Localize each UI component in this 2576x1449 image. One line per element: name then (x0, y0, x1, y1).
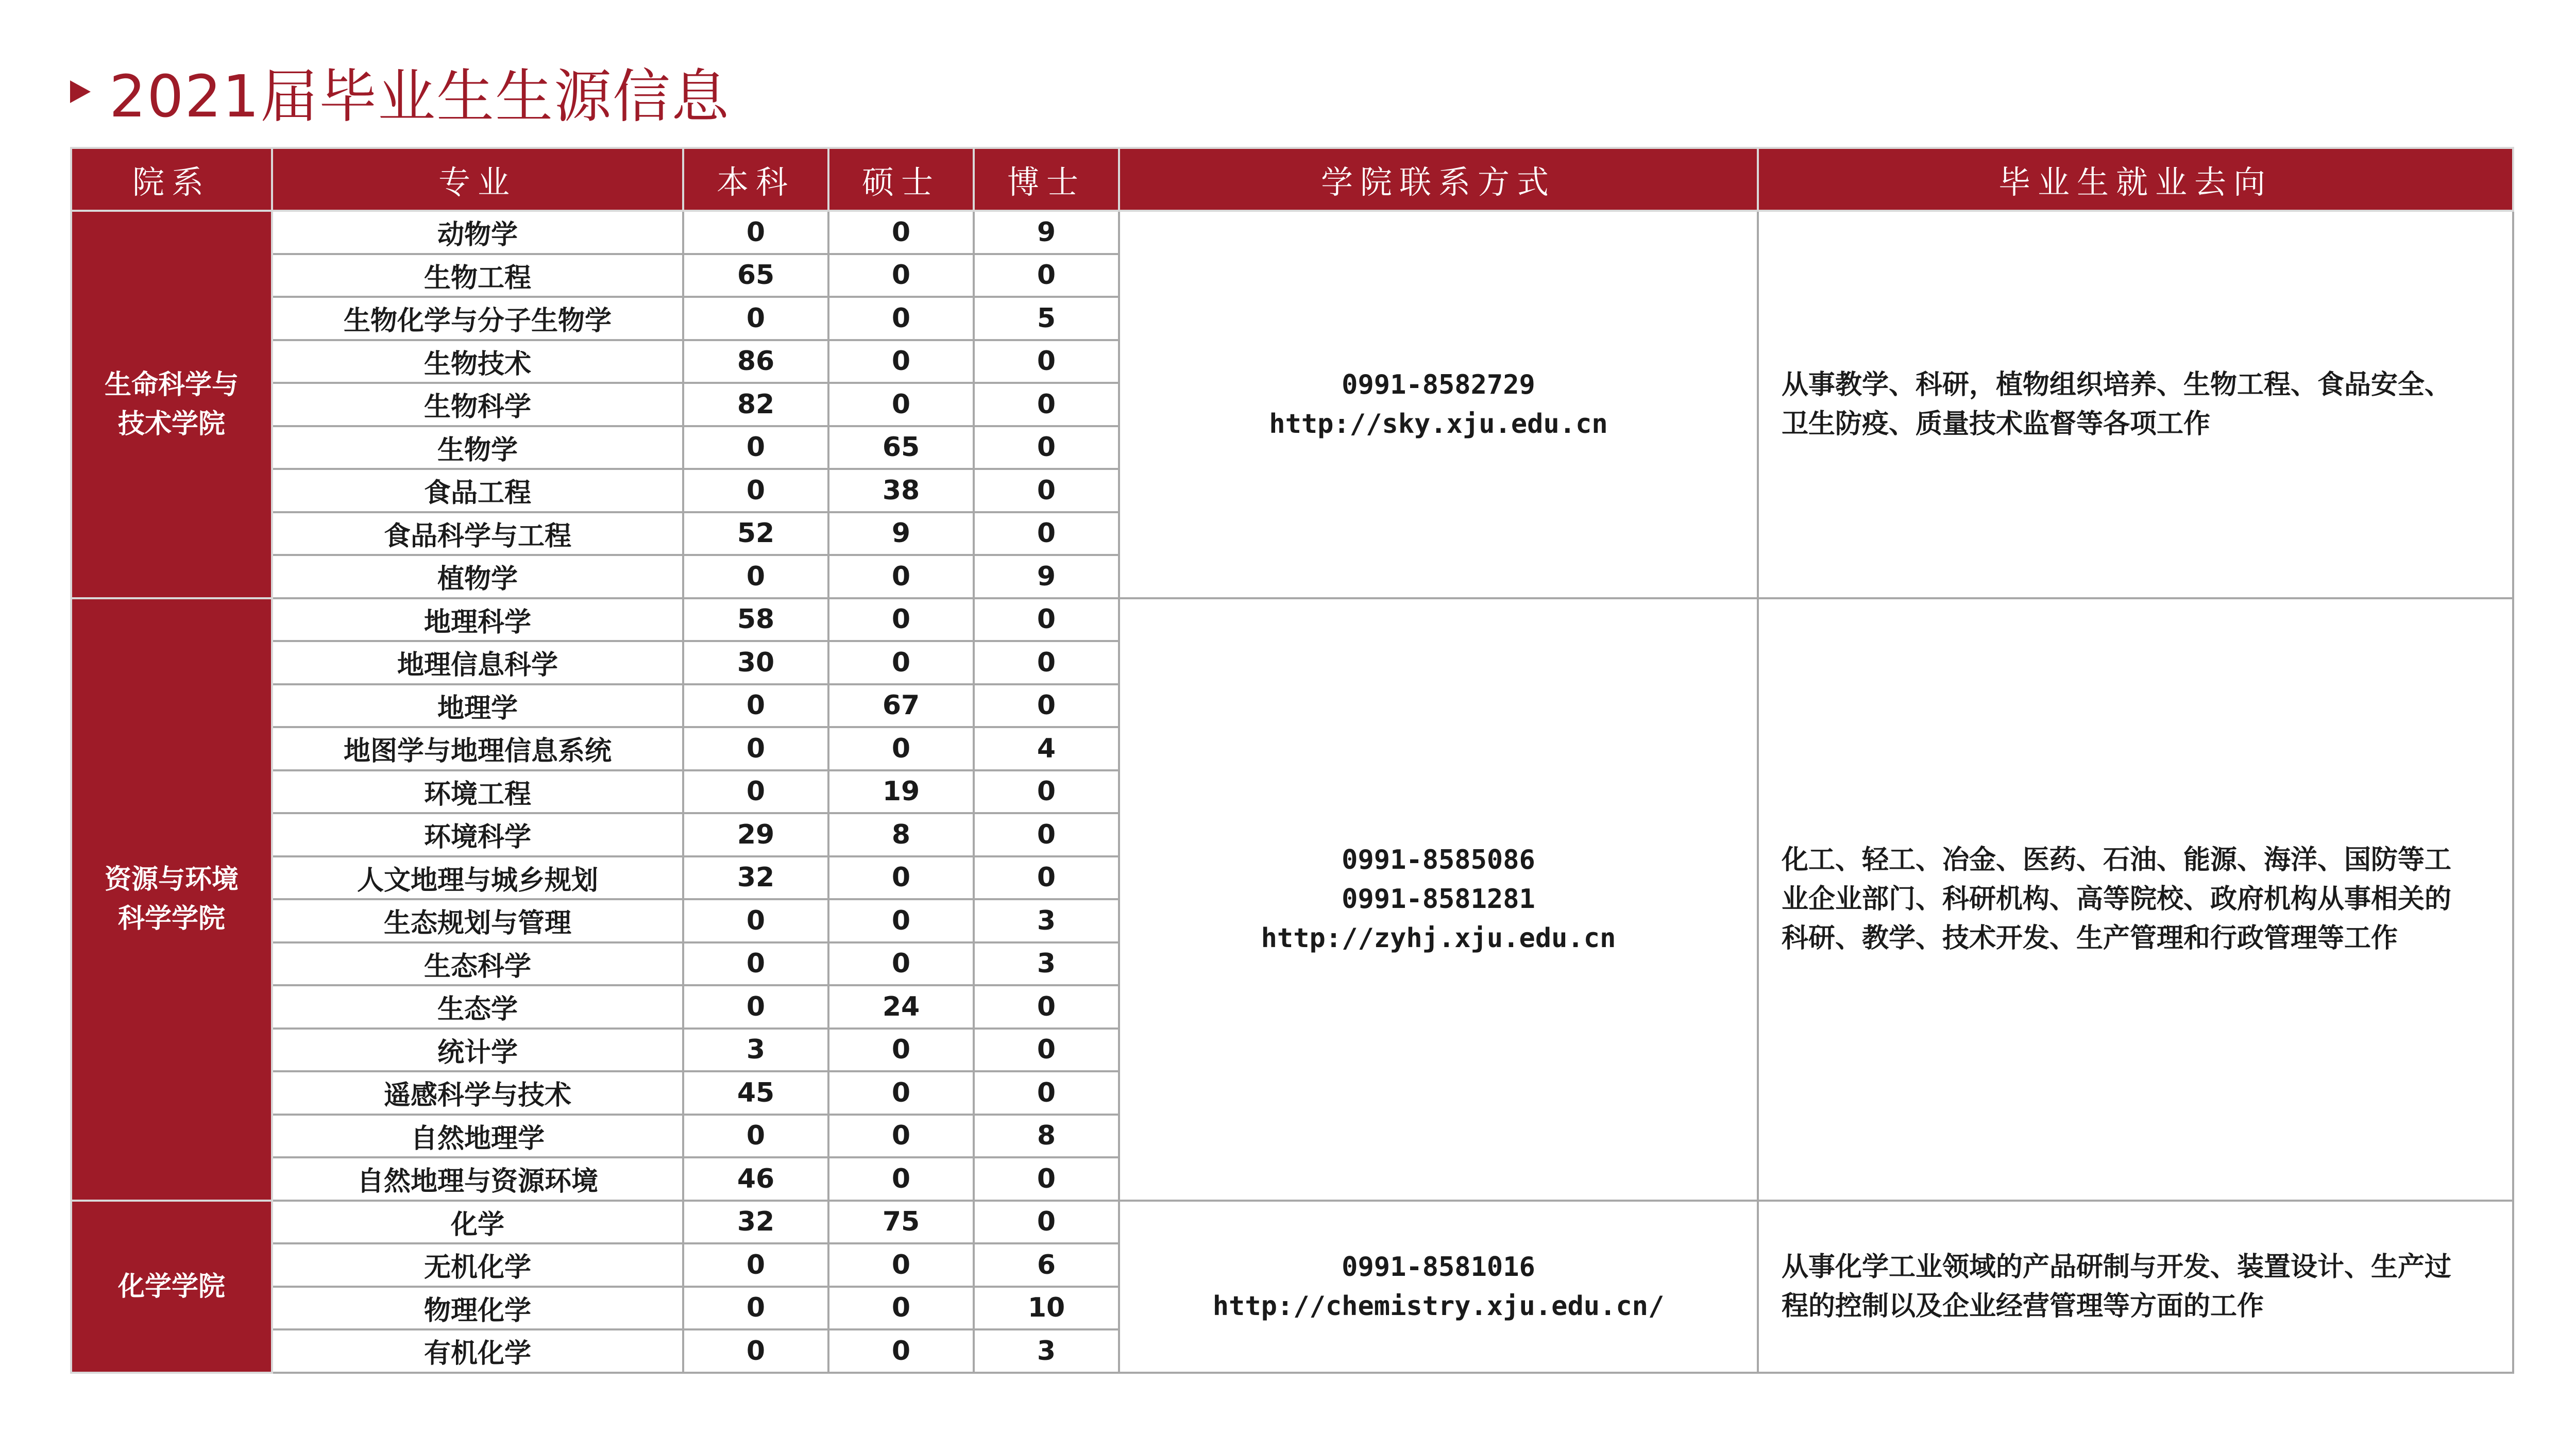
bachelor-count-cell: 65 (683, 254, 828, 297)
bachelor-count-cell: 0 (683, 469, 828, 512)
major-cell: 动物学 (272, 211, 683, 254)
master-count-cell: 0 (828, 254, 974, 297)
major-cell: 生物科学 (272, 383, 683, 426)
bachelor-count-cell: 32 (683, 1201, 828, 1244)
bachelor-count-cell: 0 (683, 1243, 828, 1287)
master-count-cell: 0 (828, 297, 974, 340)
master-count-cell: 0 (828, 899, 974, 942)
table-row (71, 598, 2513, 642)
master-count-cell: 0 (828, 211, 974, 254)
major-cell: 自然地理与资源环境 (272, 1157, 683, 1201)
contact-line: http://sky.xju.edu.cn (1269, 408, 1608, 440)
graduate-source-table (70, 147, 2514, 1374)
doctor-count-cell: 9 (974, 211, 1119, 254)
doctor-count-cell: 3 (974, 942, 1119, 986)
bachelor-count-cell: 0 (683, 211, 828, 254)
header-bachelor: 本科 (683, 148, 828, 211)
bachelor-count-cell: 0 (683, 684, 828, 728)
major-cell: 生物化学与分子生物学 (272, 297, 683, 340)
doctor-count-cell: 0 (974, 684, 1119, 728)
doctor-count-cell: 8 (974, 1115, 1119, 1158)
major-cell: 食品科学与工程 (272, 512, 683, 555)
major-cell: 遥感科学与技术 (272, 1071, 683, 1115)
master-count-cell: 67 (828, 684, 974, 728)
doctor-count-cell: 0 (974, 1157, 1119, 1201)
contact-cell (1119, 1201, 1758, 1373)
bachelor-count-cell: 0 (683, 1115, 828, 1158)
major-cell: 化学 (272, 1201, 683, 1244)
master-count-cell: 0 (828, 1329, 974, 1373)
bachelor-count-cell: 0 (683, 942, 828, 986)
major-cell: 地图学与地理信息系统 (272, 727, 683, 770)
doctor-count-cell: 0 (974, 598, 1119, 642)
employment-outlook-cell (1758, 598, 2513, 1201)
employment-outlook-cell (1758, 211, 2513, 598)
bachelor-count-cell: 46 (683, 1157, 828, 1201)
header-doctor: 博士 (974, 148, 1119, 211)
master-count-cell: 8 (828, 813, 974, 856)
major-cell: 生物学 (272, 426, 683, 469)
major-cell: 生态规划与管理 (272, 899, 683, 942)
bachelor-count-cell: 52 (683, 512, 828, 555)
major-cell: 地理信息科学 (272, 641, 683, 684)
doctor-count-cell: 0 (974, 383, 1119, 426)
header-outlook: 毕业生就业去向 (1758, 148, 2513, 211)
master-count-cell: 0 (828, 383, 974, 426)
outlook-line: 化工、轻工、冶金、医药、石油、能源、海洋、国防等工 (1782, 845, 2452, 875)
major-cell: 生物技术 (272, 340, 683, 383)
college-name-line: 化学学院 (117, 1271, 225, 1302)
outlook-line: 科研、教学、技术开发、生产管理和行政管理等工作 (1782, 923, 2398, 954)
bachelor-count-cell: 0 (683, 899, 828, 942)
major-cell: 自然地理学 (272, 1115, 683, 1158)
master-count-cell: 19 (828, 770, 974, 814)
contact-line: http://zyhj.xju.edu.cn (1261, 923, 1616, 954)
header-contact: 学院联系方式 (1119, 148, 1758, 211)
major-cell: 人文地理与城乡规划 (272, 856, 683, 900)
master-count-cell: 0 (828, 1115, 974, 1158)
doctor-count-cell: 9 (974, 555, 1119, 598)
doctor-count-cell: 3 (974, 1329, 1119, 1373)
doctor-count-cell: 4 (974, 727, 1119, 770)
master-count-cell: 9 (828, 512, 974, 555)
major-cell: 地理学 (272, 684, 683, 728)
bachelor-count-cell: 3 (683, 1029, 828, 1072)
bachelor-count-cell: 0 (683, 426, 828, 469)
master-count-cell: 0 (828, 1287, 974, 1330)
doctor-count-cell: 0 (974, 1201, 1119, 1244)
doctor-count-cell: 3 (974, 899, 1119, 942)
major-cell: 生态学 (272, 985, 683, 1029)
master-count-cell: 0 (828, 1071, 974, 1115)
outlook-line: 业企业部门、科研机构、高等院校、政府机构从事相关的 (1782, 884, 2452, 915)
contact-line: 0991-8581016 (1342, 1251, 1535, 1283)
doctor-count-cell: 0 (974, 254, 1119, 297)
page-title: 2021届毕业生生源信息 (109, 63, 731, 130)
college-name-line: 生命科学与 (104, 369, 239, 400)
master-count-cell: 24 (828, 985, 974, 1029)
doctor-count-cell: 10 (974, 1287, 1119, 1330)
table-row (71, 211, 2513, 254)
doctor-count-cell: 0 (974, 641, 1119, 684)
contact-cell (1119, 211, 1758, 598)
bachelor-count-cell: 0 (683, 1287, 828, 1330)
outlook-line: 程的控制以及企业经营管理等方面的工作 (1782, 1290, 2264, 1322)
bachelor-count-cell: 45 (683, 1071, 828, 1115)
college-cell (71, 598, 272, 1201)
header-master: 硕士 (828, 148, 974, 211)
major-cell: 生物工程 (272, 254, 683, 297)
major-cell: 有机化学 (272, 1329, 683, 1373)
master-count-cell: 38 (828, 469, 974, 512)
doctor-count-cell: 0 (974, 1029, 1119, 1072)
outlook-line: 卫生防疫、质量技术监督等各项工作 (1782, 408, 2211, 440)
major-cell: 地理科学 (272, 598, 683, 642)
major-cell: 环境工程 (272, 770, 683, 814)
page-title-row (70, 61, 731, 130)
college-cell (71, 211, 272, 598)
doctor-count-cell: 0 (974, 512, 1119, 555)
bachelor-count-cell: 32 (683, 856, 828, 900)
major-cell: 食品工程 (272, 469, 683, 512)
doctor-count-cell: 6 (974, 1243, 1119, 1287)
contact-line: 0991-8581281 (1342, 884, 1535, 915)
major-cell: 植物学 (272, 555, 683, 598)
doctor-count-cell: 5 (974, 297, 1119, 340)
header-college: 院系 (71, 148, 272, 211)
doctor-count-cell: 0 (974, 985, 1119, 1029)
contact-line: 0991-8582729 (1342, 369, 1535, 400)
college-name-line: 科学学院 (117, 903, 225, 934)
master-count-cell: 65 (828, 426, 974, 469)
college-name-line: 资源与环境 (104, 864, 239, 895)
master-count-cell: 0 (828, 856, 974, 900)
doctor-count-cell: 0 (974, 770, 1119, 814)
doctor-count-cell: 0 (974, 1071, 1119, 1115)
bachelor-count-cell: 30 (683, 641, 828, 684)
doctor-count-cell: 0 (974, 469, 1119, 512)
outlook-line: 从事化学工业领域的产品研制与开发、装置设计、生产过 (1782, 1251, 2452, 1283)
bachelor-count-cell: 0 (683, 770, 828, 814)
master-count-cell: 0 (828, 1243, 974, 1287)
contact-cell (1119, 598, 1758, 1201)
master-count-cell: 0 (828, 942, 974, 986)
major-cell: 统计学 (272, 1029, 683, 1072)
header-major: 专业 (272, 148, 683, 211)
master-count-cell: 75 (828, 1201, 974, 1244)
master-count-cell: 0 (828, 598, 974, 642)
major-cell: 无机化学 (272, 1243, 683, 1287)
bachelor-count-cell: 82 (683, 383, 828, 426)
play-arrow-icon (70, 80, 91, 103)
doctor-count-cell: 0 (974, 426, 1119, 469)
employment-outlook-cell (1758, 1201, 2513, 1373)
contact-line: http://chemistry.xju.edu.cn/ (1212, 1290, 1665, 1322)
doctor-count-cell: 0 (974, 813, 1119, 856)
master-count-cell: 0 (828, 1029, 974, 1072)
bachelor-count-cell: 58 (683, 598, 828, 642)
master-count-cell: 0 (828, 555, 974, 598)
outlook-line: 从事教学、科研，植物组织培养、生物工程、食品安全、 (1782, 369, 2452, 400)
major-cell: 生态科学 (272, 942, 683, 986)
master-count-cell: 0 (828, 727, 974, 770)
table-row (71, 1201, 2513, 1244)
bachelor-count-cell: 29 (683, 813, 828, 856)
college-name-line: 技术学院 (117, 408, 225, 440)
major-cell: 环境科学 (272, 813, 683, 856)
bachelor-count-cell: 0 (683, 727, 828, 770)
table-body (71, 211, 2513, 1373)
doctor-count-cell: 0 (974, 856, 1119, 900)
bachelor-count-cell: 0 (683, 985, 828, 1029)
bachelor-count-cell: 0 (683, 297, 828, 340)
master-count-cell: 0 (828, 340, 974, 383)
major-cell: 物理化学 (272, 1287, 683, 1330)
table-header-row (71, 148, 2513, 211)
college-cell (71, 1201, 272, 1373)
doctor-count-cell: 0 (974, 340, 1119, 383)
master-count-cell: 0 (828, 641, 974, 684)
contact-line: 0991-8585086 (1342, 845, 1535, 875)
bachelor-count-cell: 86 (683, 340, 828, 383)
bachelor-count-cell: 0 (683, 555, 828, 598)
bachelor-count-cell: 0 (683, 1329, 828, 1373)
master-count-cell: 0 (828, 1157, 974, 1201)
